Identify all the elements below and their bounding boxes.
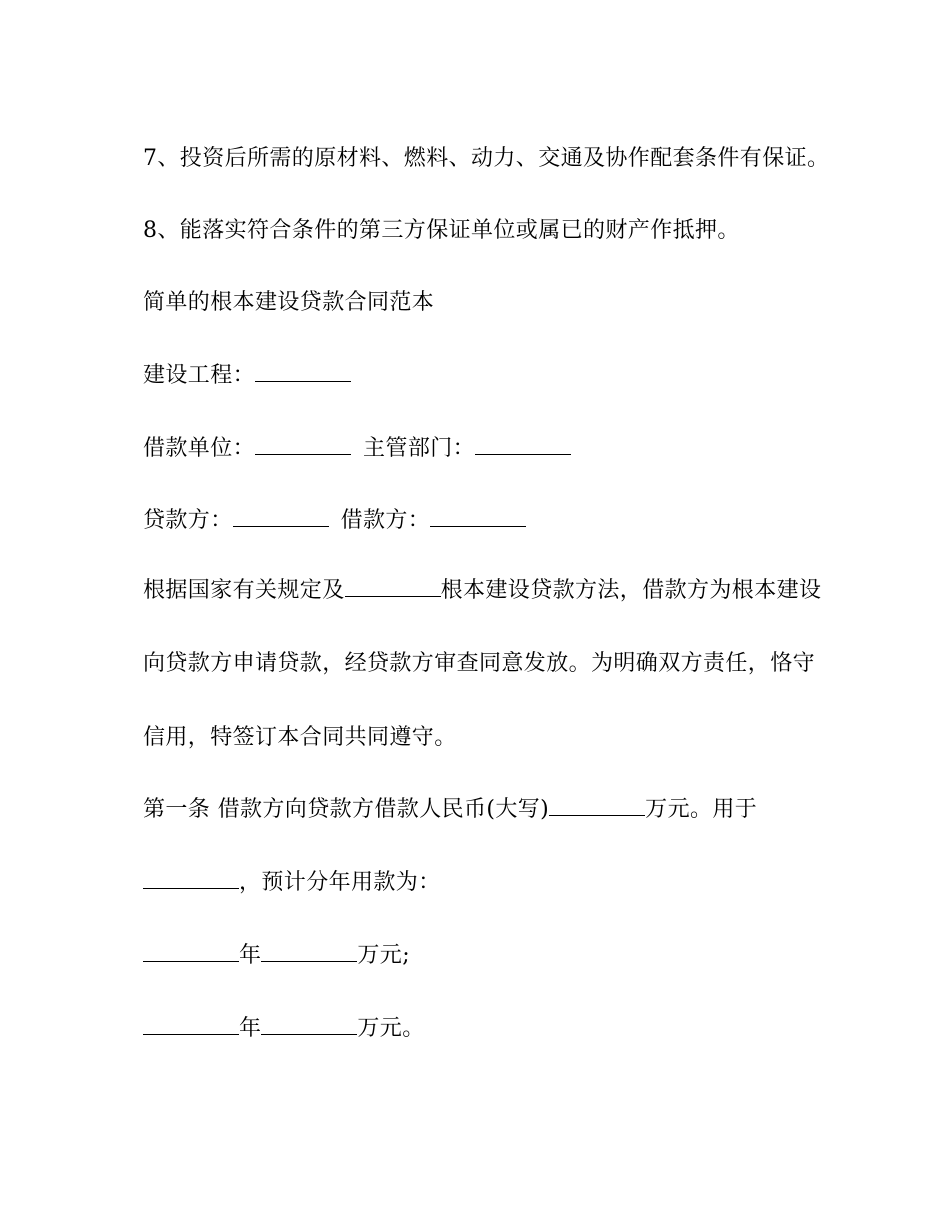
- parties-line: [143, 508, 526, 534]
- article-1-line: [143, 797, 757, 823]
- amount-label-2: 万元。: [357, 1016, 425, 1041]
- preamble-line-1: [143, 578, 821, 604]
- supervisor-blank: [475, 436, 571, 455]
- purpose-blank: [143, 870, 239, 889]
- borrower-label: 借款方：: [340, 508, 431, 533]
- preamble-line-2: 向贷款方申请贷款，经贷款方审查同意发放。为明确双方责任，恪守: [143, 651, 816, 676]
- project-line: [143, 363, 351, 389]
- loan-amount-blank: [549, 797, 645, 816]
- yearly-amount-line-1: [143, 943, 410, 969]
- article-1a: 第一条 借款方向贷款方借款人民币(大写): [143, 797, 550, 822]
- purpose-line: [143, 870, 441, 896]
- preamble-line-3: 信用，特签订本合同共同遵守。: [143, 725, 457, 750]
- yearly-amount-line-2: [143, 1016, 425, 1042]
- preamble-1a: 根据国家有关规定及: [143, 578, 345, 603]
- year-blank-1: [143, 943, 239, 962]
- year-blank-2: [143, 1016, 239, 1035]
- project-blank: [255, 363, 351, 382]
- year-label-2: 年: [239, 1016, 262, 1041]
- lender-label: 贷款方：: [143, 508, 233, 533]
- preamble-1b: 根本建设贷款方法，借款方为根本建设: [440, 578, 822, 603]
- borrower-unit-blank: [255, 436, 351, 455]
- amount-blank-2: [261, 1016, 357, 1035]
- regulation-blank: [345, 578, 441, 597]
- amount-blank-1: [261, 943, 357, 962]
- borrower-blank: [430, 508, 526, 527]
- supervisor-label: 主管部门：: [363, 436, 476, 461]
- item-7: 7、投资后所需的原材料、燃料、动力、交通及协作配套条件有保证。: [143, 146, 830, 171]
- project-label: 建设工程：: [143, 363, 256, 388]
- borrower-unit-label: 借款单位：: [143, 436, 256, 461]
- borrower-unit-line: [143, 436, 571, 462]
- contract-title: 简单的根本建设贷款合同范本: [143, 290, 435, 315]
- article-1c: ，预计分年用款为：: [239, 870, 441, 895]
- article-1b: 万元。用于: [645, 797, 758, 822]
- lender-blank: [233, 508, 329, 527]
- amount-label-1: 万元;: [357, 943, 411, 968]
- year-label-1: 年: [239, 943, 262, 968]
- item-8: 8、能落实符合条件的第三方保证单位或属已的财产作抵押。: [143, 218, 740, 243]
